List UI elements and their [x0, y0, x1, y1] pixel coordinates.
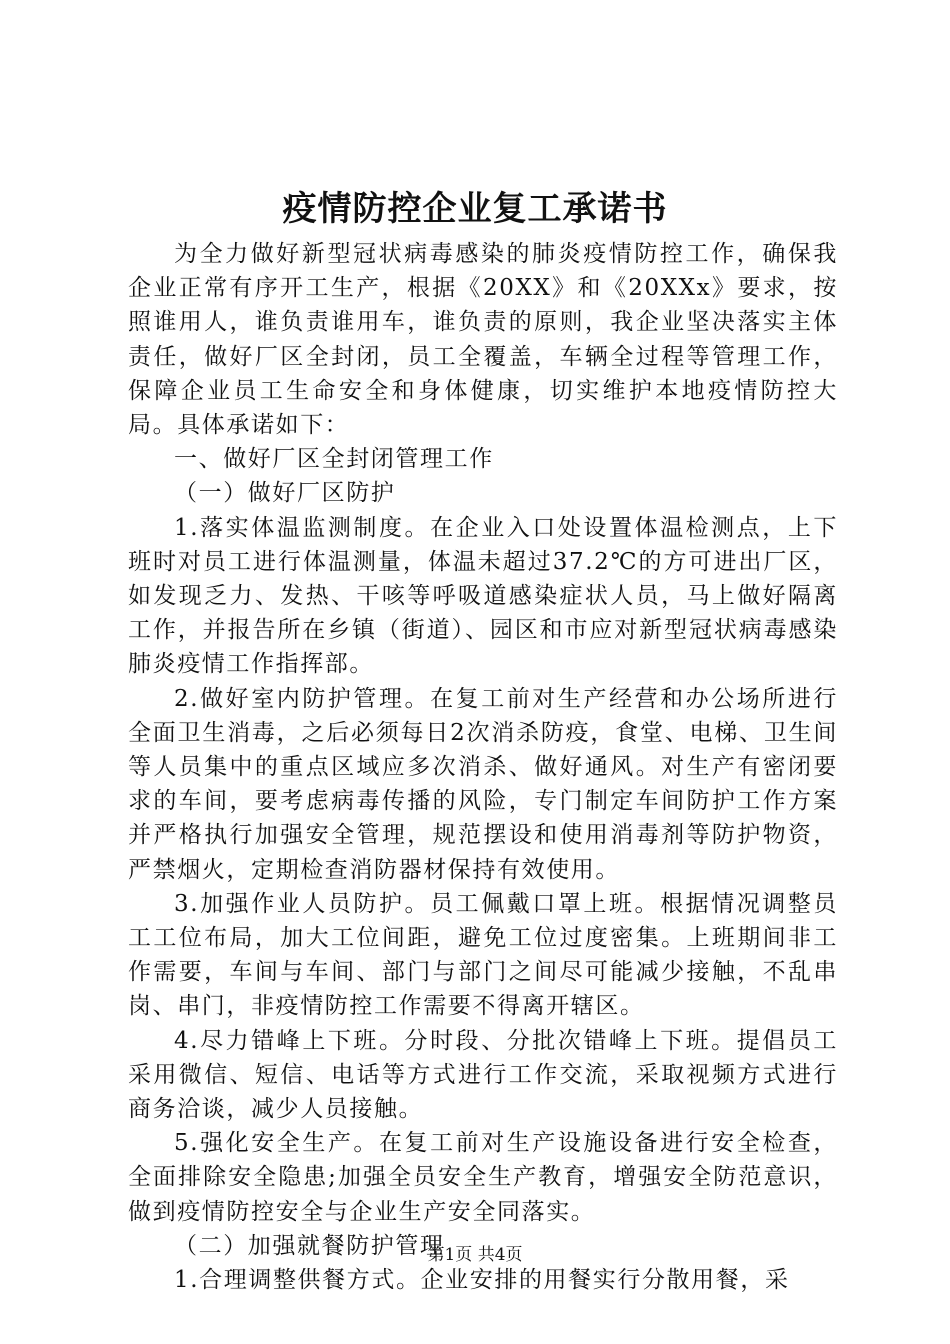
clause-1-3: 3.加强作业人员防护。员工佩戴口罩上班。根据情况调整员工工位布局，加大工位间距，避免工位过度密集。上班期间非工作需要，车间与车间、部门与部门之间尽可能减少接触，不乱串岗、串门，非疫情防控工作需要不得离开辖区。	[128, 890, 838, 1020]
clause-1-2: 2.做好室内防护管理。在复工前对生产经营和办公场所进行全面卫生消毒，之后必须每日2次消杀防疫，食堂、电梯、卫生间等人员集中的重点区域应多次消杀、做好通风。对生产有密闭要求的车间，要考虑病毒传播的风险，专门制定车间防护工作方案并严格执行加强安全管理，规范摆设和使用消毒剂等防护物资，严禁烟火，定期检查消防器材保持有效使用。	[128, 685, 838, 883]
clause-1-5: 5.强化安全生产。在复工前对生产设施设备进行安全检查，全面排除安全隐患;加强全员安全生产教育，增强安全防范意识，做到疫情防控安全与企业生产安全同落实。	[128, 1130, 838, 1225]
clause-1-1: 1.落实体温监测制度。在企业入口处设置体温检测点，上下班时对员工进行体温测量，体温未超过37.2℃的方可进出厂区，如发现乏力、发热、干咳等呼吸道感染症状人员，马上做好隔离工作，并报告所在乡镇（街道）、园区和市应对新型冠状病毒感染肺炎疫情工作指挥部。	[128, 514, 838, 678]
section-heading-1: 一、做好厂区全封闭管理工作	[174, 446, 494, 473]
clause-2-1: 1.合理调整供餐方式。企业安排的用餐实行分散用餐，采	[174, 1267, 790, 1294]
intro-paragraph: 为全力做好新型冠状病毒感染的肺炎疫情防控工作，确保我企业正常有序开工生产，根据《20XX》和《20XXx》要求，按照谁用人，谁负责谁用车，谁负责的原则，我企业坚决落实主体责任，做好厂区全封闭，员工全覆盖，车辆全过程等管理工作，保障企业员工生命安全和身体健康，切实维护本地疫情防控大局。具体承诺如下：	[128, 241, 838, 439]
document-title: 疫情防控企业复工承诺书	[282, 189, 668, 229]
subsection-heading-1: （一）做好厂区防护	[174, 480, 396, 507]
document-body	[128, 237, 838, 1297]
clause-1-4: 4.尽力错峰上下班。分时段、分批次错峰上下班。提倡员工采用微信、短信、电话等方式进行工作交流，采取视频方式进行商务洽谈，减少人员接触。	[128, 1027, 838, 1123]
subsection-heading-2: （二）加强就餐防护管理	[174, 1232, 445, 1259]
page-footer: 第1页 共4页	[427, 1245, 523, 1265]
